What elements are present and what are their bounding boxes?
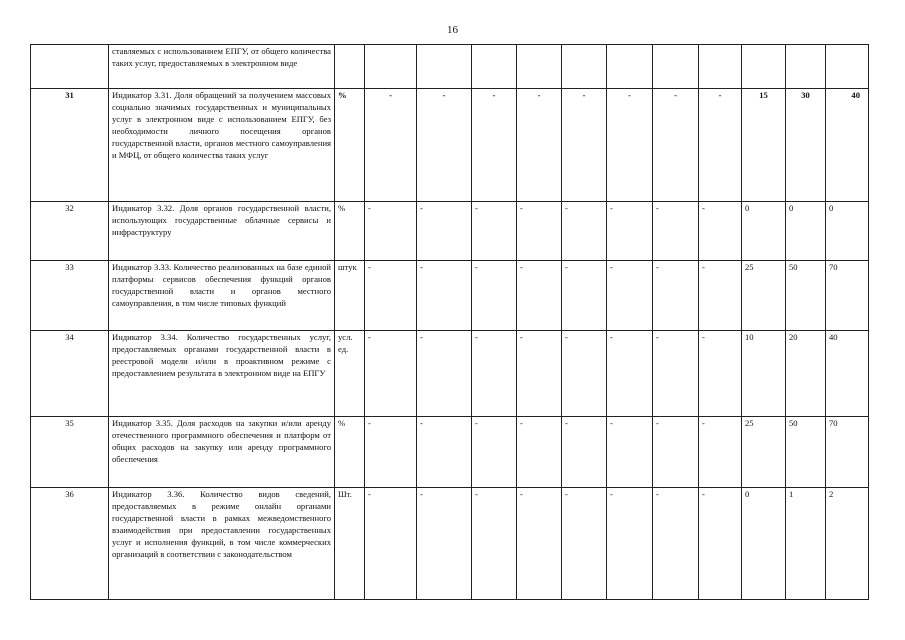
value-cell: -: [517, 202, 562, 261]
value-cell: -: [365, 331, 417, 417]
value-cell: 25: [742, 417, 786, 488]
value-cell: -: [607, 261, 653, 331]
value-cell: 0: [826, 202, 869, 261]
row-number-cell: 31: [31, 89, 109, 202]
value-cell: 0: [786, 202, 826, 261]
value-cell: [417, 45, 472, 89]
value-cell: -: [417, 202, 472, 261]
continuation-row: [31, 45, 869, 89]
row-number-cell: 32: [31, 202, 109, 261]
indicator-description: Индикатор 3.35. Доля расходов на закупки и/или аренду отечественного программного обеспечения и платформ от общих расходов на закупку или аренду программного обеспечения: [109, 417, 335, 488]
value-cell: -: [653, 331, 699, 417]
value-cell: -: [699, 331, 742, 417]
unit-cell: штук: [335, 261, 365, 331]
value-cell: 2: [826, 488, 869, 600]
value-cell: -: [607, 89, 653, 202]
value-cell: -: [699, 417, 742, 488]
value-cell: -: [653, 202, 699, 261]
value-cell: [826, 45, 869, 89]
value-cell: -: [607, 331, 653, 417]
value-cell: -: [653, 488, 699, 600]
value-cell: [653, 45, 699, 89]
value-cell: 10: [742, 331, 786, 417]
value-cell: -: [562, 261, 607, 331]
indicator-description: ставляемых с использованием ЕПГУ, от общего количества таких услуг, предоставляемых в электронном виде: [109, 45, 335, 89]
value-cell: -: [472, 89, 517, 202]
unit-cell: усл. ед.: [335, 331, 365, 417]
value-cell: 15: [742, 89, 786, 202]
value-cell: [607, 45, 653, 89]
indicator-description: Индикатор 3.31. Доля обращений за получением массовых социально значимых государственных и муниципальных услуг в электронном виде с использованием ЕПГУ, без необходимости личного посещения органов государственной власти, органов местного самоуправления и МФЦ, от общего количества таких услуг: [109, 89, 335, 202]
value-cell: -: [699, 261, 742, 331]
value-cell: -: [607, 488, 653, 600]
value-cell: -: [653, 261, 699, 331]
table-row: [31, 331, 869, 417]
value-cell: -: [699, 202, 742, 261]
value-cell: 1: [786, 488, 826, 600]
value-cell: -: [417, 261, 472, 331]
row-number-cell: 33: [31, 261, 109, 331]
value-cell: -: [417, 331, 472, 417]
value-cell: -: [472, 488, 517, 600]
unit-cell: %: [335, 417, 365, 488]
value-cell: -: [699, 89, 742, 202]
page-number: 16: [447, 24, 458, 36]
value-cell: -: [517, 261, 562, 331]
value-cell: [472, 45, 517, 89]
table-row: [31, 202, 869, 261]
value-cell: -: [562, 488, 607, 600]
value-cell: -: [607, 202, 653, 261]
row-number-cell: 36: [31, 488, 109, 600]
row-number-cell: [31, 45, 109, 89]
value-cell: -: [472, 261, 517, 331]
value-cell: [699, 45, 742, 89]
value-cell: -: [365, 202, 417, 261]
value-cell: [517, 45, 562, 89]
value-cell: 50: [786, 417, 826, 488]
indicator-description: Индикатор 3.34. Количество государственных услуг, предоставляемых органами государственной власти в реестровой модели и/или в проактивном режиме с предоставлением результата в электронном виде на ЕПГУ: [109, 331, 335, 417]
value-cell: -: [517, 488, 562, 600]
value-cell: -: [562, 202, 607, 261]
value-cell: -: [653, 89, 699, 202]
unit-cell: Шт.: [335, 488, 365, 600]
value-cell: -: [472, 202, 517, 261]
table-row: [31, 89, 869, 202]
unit-cell: [335, 45, 365, 89]
value-cell: -: [517, 331, 562, 417]
value-cell: 40: [826, 89, 869, 202]
value-cell: 30: [786, 89, 826, 202]
value-cell: -: [417, 89, 472, 202]
value-cell: -: [562, 331, 607, 417]
unit-cell: %: [335, 202, 365, 261]
value-cell: -: [562, 89, 607, 202]
row-number-cell: 34: [31, 331, 109, 417]
value-cell: 20: [786, 331, 826, 417]
value-cell: [786, 45, 826, 89]
value-cell: 0: [742, 202, 786, 261]
indicator-description: Индикатор 3.36. Количество видов сведений, предоставляемых в режиме онлайн органами государственной власти в рамках межведомственного взаимодействия при предоставлении государственных услуг и исполнения функций, в том числе коммерческих организаций в соответствии с законодательством: [109, 488, 335, 600]
value-cell: 70: [826, 261, 869, 331]
value-cell: 25: [742, 261, 786, 331]
value-cell: -: [562, 417, 607, 488]
value-cell: -: [365, 89, 417, 202]
indicators-table: [30, 44, 869, 600]
value-cell: [365, 45, 417, 89]
value-cell: -: [517, 417, 562, 488]
value-cell: -: [653, 417, 699, 488]
table-row: [31, 261, 869, 331]
value-cell: [742, 45, 786, 89]
value-cell: 40: [826, 331, 869, 417]
value-cell: -: [607, 417, 653, 488]
value-cell: [562, 45, 607, 89]
value-cell: 0: [742, 488, 786, 600]
unit-cell: %: [335, 89, 365, 202]
table-row: [31, 488, 869, 600]
value-cell: -: [472, 417, 517, 488]
value-cell: -: [365, 417, 417, 488]
value-cell: -: [699, 488, 742, 600]
indicator-description: Индикатор 3.33. Количество реализованных на базе единой платформы сервисов обеспечения функций органов государственной власти и органов местного самоуправления, в том числе типовых функций: [109, 261, 335, 331]
value-cell: -: [517, 89, 562, 202]
value-cell: -: [417, 417, 472, 488]
indicator-description: Индикатор 3.32. Доля органов государственной власти, использующих государственные облачные сервисы и инфраструктуру: [109, 202, 335, 261]
value-cell: 70: [826, 417, 869, 488]
value-cell: -: [365, 261, 417, 331]
value-cell: -: [365, 488, 417, 600]
row-number-cell: 35: [31, 417, 109, 488]
value-cell: -: [417, 488, 472, 600]
table-row: [31, 417, 869, 488]
value-cell: -: [472, 331, 517, 417]
value-cell: 50: [786, 261, 826, 331]
